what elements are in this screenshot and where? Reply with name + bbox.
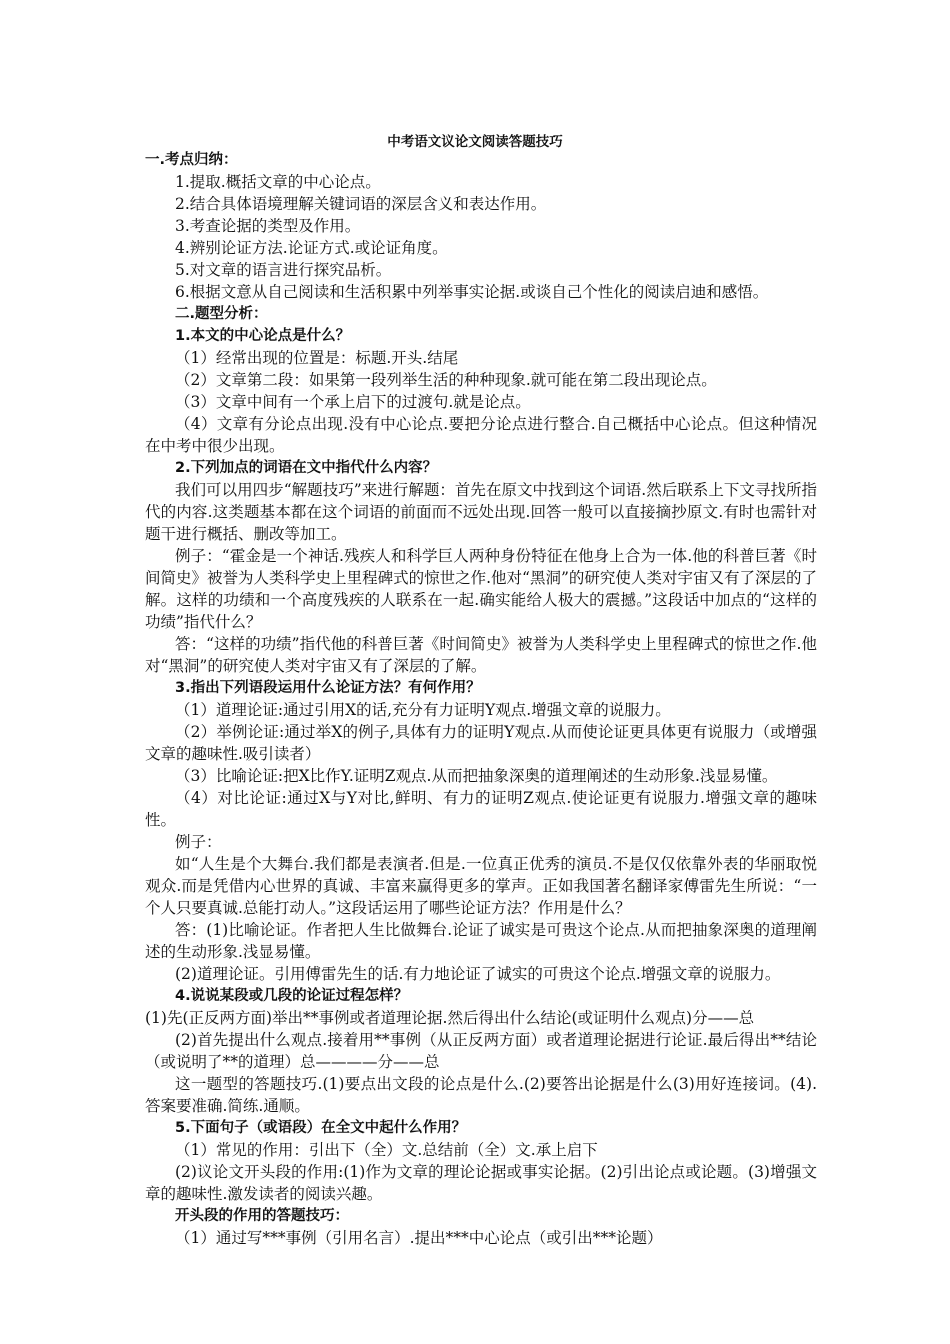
list-item: 1.提取.概括文章的中心论点。 [175,173,381,191]
paragraph: （3）比喻论证:把X比作Y.证明Z观点.从而把抽象深奥的道理阐述的生动形象.浅显易懂。 [175,767,778,785]
paragraph: （1）通过写***事例（引用名言）.提出***中心论点（或引出***论题） [175,1229,663,1247]
paragraph: 这一题型的答题技巧.(1)要点出文段的论点是什么.(2)要答出论据是什么(3)用好连接词。(4).答案要准确.简练.通顺。 [145,1075,817,1115]
list-item: 2.结合具体语境理解关键词语的深层含义和表达作用。 [175,195,547,213]
question-heading-1: 1.本文的中心论点是什么？ [175,328,351,344]
question-heading-2: 2.下列加点的词语在文中指代什么内容？ [175,460,438,476]
document-body [145,149,817,1249]
paragraph: （4）对比论证:通过X与Y对比,鲜明、有力的证明Z观点.使论证更有说服力.增强文章的趣味性。 [145,789,817,829]
section-heading-1: 一.考点归纳： [145,152,238,168]
paragraph: (2)首先提出什么观点.接着用**事例（从正反两方面）或者道理论据进行论证.最后得出**结论（或说明了**的道理）总————分——总 [145,1031,817,1071]
paragraph: 我们可以用四步“解题技巧”来进行解题：首先在原文中找到这个词语.然后联系上下文寻找所指代的内容.这类题基本都在这个词语的前面而不远处出现.回答一般可以直接摘抄原文.有时也需针对题干进行概括、删改等加工。 [145,481,817,543]
paragraph: （1）经常出现的位置是：标题.开头.结尾 [175,349,459,367]
list-item: 5.对文章的语言进行探究品析。 [175,261,392,279]
answer-paragraph: 答：“这样的功绩”指代他的科普巨著《时间简史》被誉为人类科学史上里程碑式的惊世之作.他对“黑洞”的研究使人类对宇宙又有了深层的了解。 [145,635,817,675]
paragraph: （4）文章有分论点出现.没有中心论点.要把分论点进行整合.自己概括中心论点。但这种情况在中考中很少出现。 [145,415,817,455]
example-paragraph: 如“人生是个大舞台.我们都是表演者.但是.一位真正优秀的演员.不是仅仅依靠外表的华丽取悦观众.而是凭借内心世界的真诚、丰富来赢得更多的掌声。正如我国著名翻译家傅雷先生所说：“一个人只要真诚.总能打动人。”这段话运用了哪些论证方法？作用是什么？ [145,855,817,917]
answer-paragraph: 答：(1)比喻论证。作者把人生比做舞台.论证了诚实是可贵这个论点.从而把抽象深奥的道理阐述的生动形象.浅显易懂。 [145,921,817,961]
answer-paragraph: (2)道理论证。引用傅雷先生的话.有力地论证了诚实的可贵这个论点.增强文章的说服力。 [175,965,781,983]
paragraph: （2）举例论证:通过举X的例子,具体有力的证明Y观点.从而使论证更具体更有说服力（或增强文章的趣味性.吸引读者） [145,723,817,763]
example-label: 例子： [175,833,222,851]
paragraph: （1）道理论证:通过引用X的话,充分有力证明Y观点.增强文章的说服力。 [175,701,671,719]
paragraph: （1）常见的作用：引出下（全）文.总结前（全）文.承上启下 [175,1141,598,1159]
section-heading-2: 二.题型分析： [175,306,268,322]
paragraph: (1)先(正反两方面)举出**事例或者道理论据.然后得出什么结论(或证明什么观点)分——总 [145,1009,755,1027]
question-heading-5: 5.下面句子（或语段）在全文中起什么作用？ [175,1120,467,1136]
paragraph: （2）文章第二段：如果第一段列举生活的种种现象.就可能在第二段出现论点。 [175,371,717,389]
list-item: 4.辨别论证方法.论证方式.或论证角度。 [175,239,448,257]
list-item: 3.考查论据的类型及作用。 [175,217,361,235]
list-item: 6.根据文意从自己阅读和生活积累中列举事实论据.或谈自己个性化的阅读启迪和感悟。 [175,283,769,301]
paragraph: （3）文章中间有一个承上启下的过渡句.就是论点。 [175,393,531,411]
example-paragraph: 例子：“霍金是一个神话.残疾人和科学巨人两种身份特征在他身上合为一体.他的科普巨著《时间简史》被誉为人类科学史上里程碑式的惊世之作.他对“黑洞”的研究使人类对宇宙又有了深层的了解。这样的功绩和一个高度残疾的人联系在一起.确实能给人极大的震撼。”这段话中加点的“这样的功绩”指代什么？ [145,547,817,631]
document-title: 中考语文议论文阅读答题技巧 [387,134,563,150]
opening-heading: 开头段的作用的答题技巧： [175,1208,349,1224]
question-heading-4: 4.说说某段或几段的论证过程怎样？ [175,988,409,1004]
question-heading-3: 3.指出下列语段运用什么论证方法？有何作用？ [175,680,481,696]
paragraph: (2)议论文开头段的作用:(1)作为文章的理论论据或事实论据。(2)引出论点或论题。(3)增强文章的趣味性.激发读者的阅读兴趣。 [145,1163,817,1203]
